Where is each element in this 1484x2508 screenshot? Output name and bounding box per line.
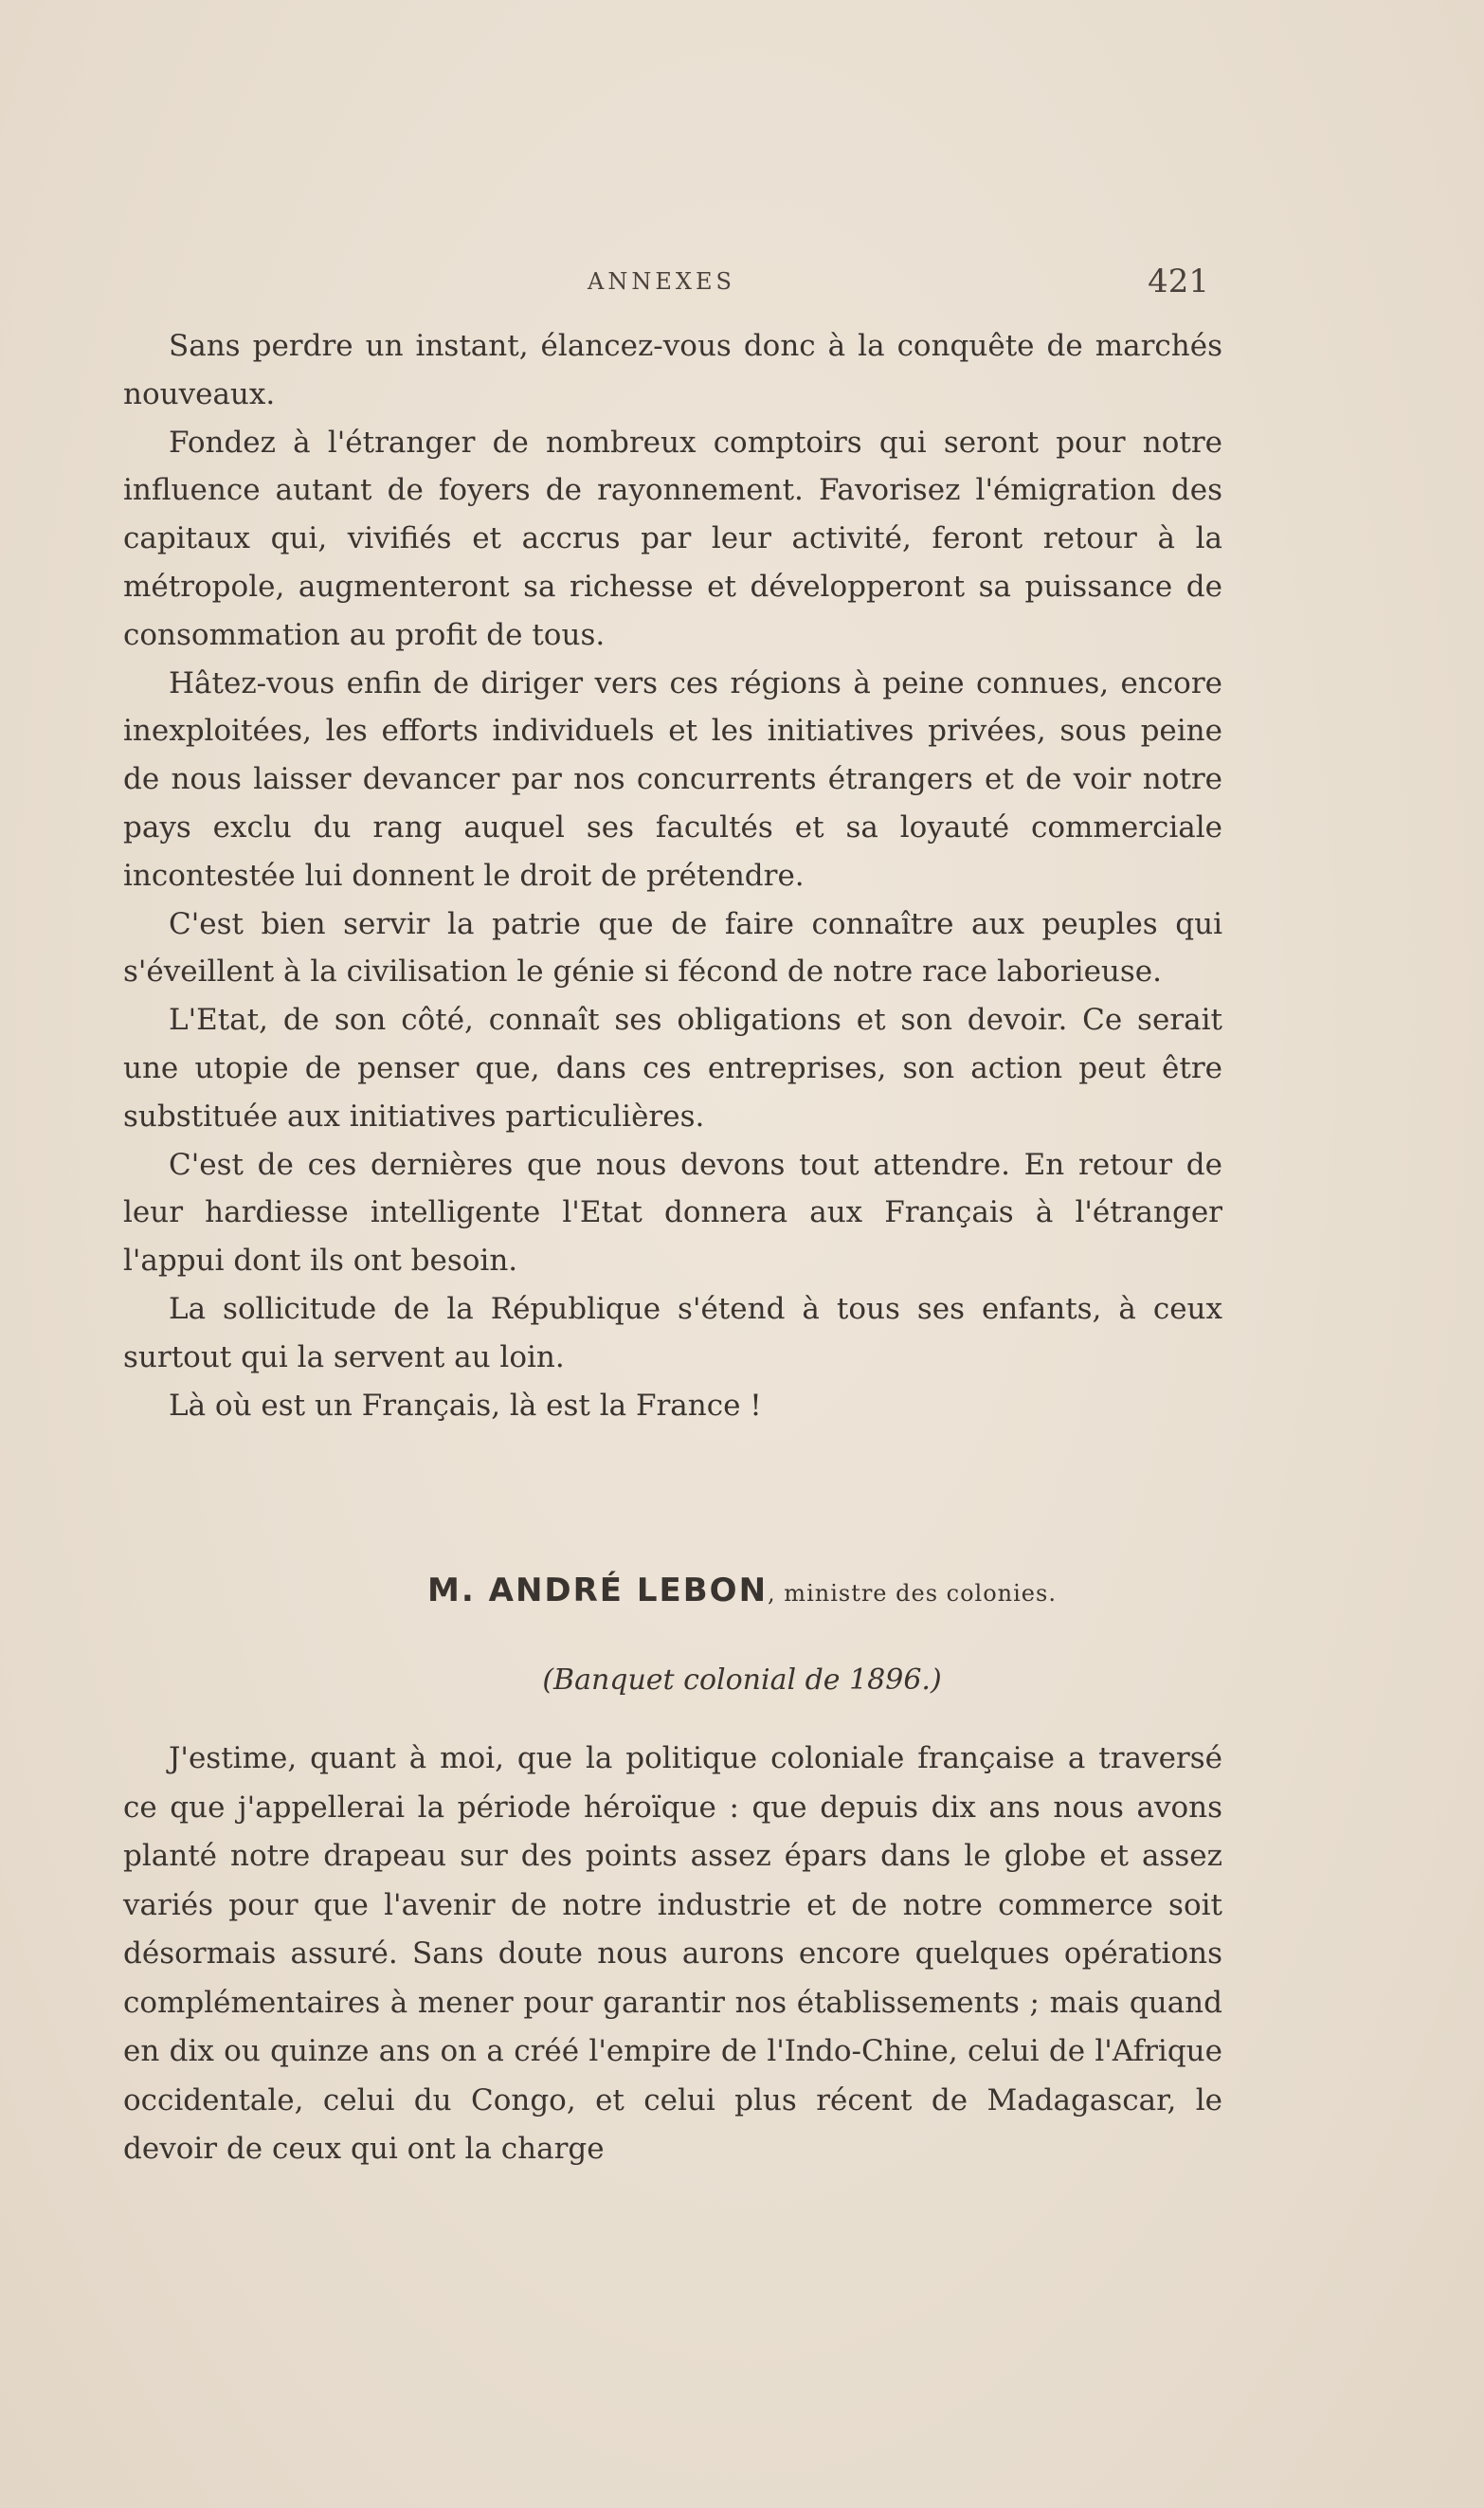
paragraph: Hâtez-vous enfin de diriger vers ces régions à peine connues, encore inexploitées, les efforts individuels et les initiatives privées, sous peine de nous laisser devancer par nos concurrents étrangers et de voir notre pays exclu du rang auquel ses facultés et sa loyauté commerciale incontestée lui donnent le droit de prétendre.: [123, 665, 1222, 893]
paragraph: C'est de ces dernières que nous devons tout attendre. En retour de leur hardiesse intelligente l'Etat donnera aux Français à l'étranger l'appui dont ils ont besoin.: [123, 1147, 1222, 1279]
paragraph: La sollicitude de la République s'étend à tous ses enfants, à ceux surtout qui la servent au loin.: [123, 1291, 1222, 1374]
speech-heading: [0, 1572, 1484, 1609]
paragraph: Là où est un Français, là est la France !: [169, 1388, 762, 1423]
paragraph: J'estime, quant à moi, que la politique coloniale française a traversé ce que j'appellerai la période héroïque : que depuis dix ans nous avons planté notre drapeau sur des points assez épars dans le globe et assez variés pour que l'avenir de notre industrie et de notre commerce soit désormais assuré. Sans doute nous aurons encore quelques opérations complémentaires à mener pour garantir nos établissements ; mais quand en dix ou quinze ans on a créé l'empire de l'Indo-Chine, celui de l'Afrique occidentale, celui du Congo, et celui plus récent de Madagascar, le devoir de ceux qui ont la charge: [123, 1741, 1222, 2166]
speaker-role: , ministre des colonies.: [768, 1580, 1057, 1607]
page-number: 421: [1148, 263, 1209, 300]
paragraph: C'est bien servir la patrie que de faire connaître aux peuples qui s'éveillent à la civilisation le génie si fécond de notre race laborieuse.: [123, 906, 1222, 990]
running-head: ANNEXES: [588, 268, 735, 295]
speech-occasion: (Banquet colonial de 1896.): [542, 1663, 942, 1697]
paragraph: Sans perdre un instant, élancez-vous donc à la conquête de marchés nouveaux.: [123, 329, 1222, 411]
body-text: [123, 322, 1222, 1429]
page-header: [0, 263, 1484, 306]
paragraph: L'Etat, de son côté, connaît ses obligations et son devoir. Ce serait une utopie de penser que, dans ces entreprises, son action peut être substituée aux initiatives particulières.: [123, 1003, 1222, 1134]
speech-text: [123, 1735, 1222, 2174]
speaker-name: M. ANDRÉ LEBON: [427, 1572, 769, 1609]
paragraph: Fondez à l'étranger de nombreux comptoirs qui seront pour notre influence autant de foyers de rayonnement. Favorisez l'émigration des capitaux qui, vivifiés et accrus par leur activité, feront retour à la métropole, augmenteront sa richesse et développeront sa puissance de consommation au profit de tous.: [123, 425, 1222, 652]
